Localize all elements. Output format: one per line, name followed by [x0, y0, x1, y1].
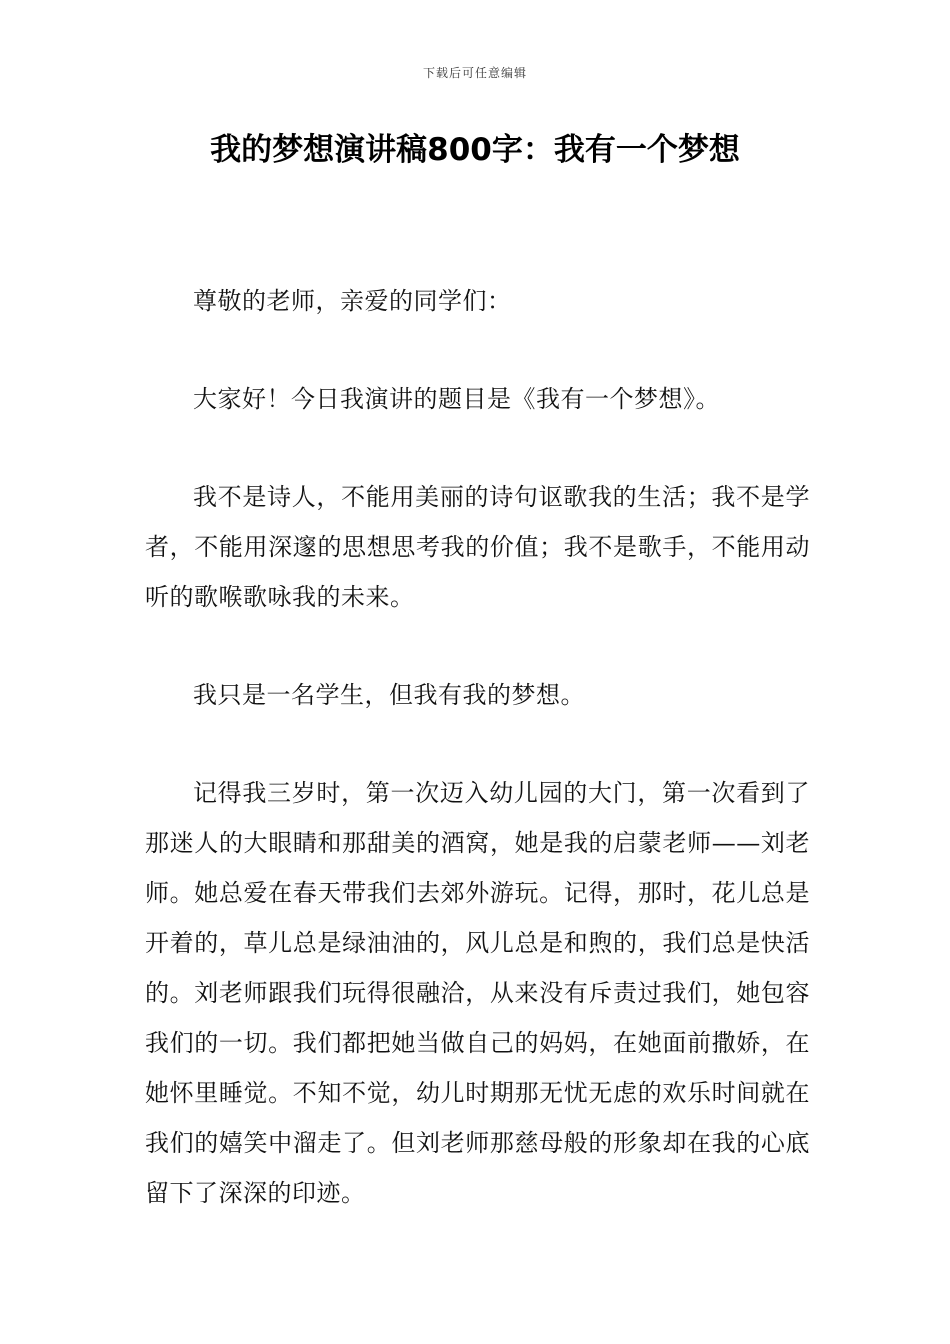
- document-body: [145, 276, 810, 1266]
- page-title: 我的梦想演讲稿800字：我有一个梦想: [210, 132, 740, 168]
- paragraph-memory: 记得我三岁时，第一次迈入幼儿园的大门，第一次看到了那迷人的大眼睛和那甜美的酒窝，她是我的启蒙老师——刘老师。她总爱在春天带我们去郊外游玩。记得，那时，花儿总是开着的，草儿总是绿油油的，风儿总是和煦的，我们总是快活的。刘老师跟我们玩得很融洽，从来没有斥责过我们，她包容我们的一切。我们都把她当做自己的妈妈，在她面前撒娇，在她怀里睡觉。不知不觉，幼儿时期那无忧无虑的欢乐时间就在我们的嬉笑中溜走了。但刘老师那慈母般的形象却在我的心底留下了深深的印迹。: [145, 779, 810, 1207]
- paragraph-intro: 大家好！今日我演讲的题目是《我有一个梦想》。: [193, 385, 720, 413]
- paragraph-not-poet: 我不是诗人，不能用美丽的诗句讴歌我的生活；我不是学者，不能用深邃的思想思考我的价值；我不是歌手，不能用动听的歌喉歌咏我的未来。: [145, 483, 810, 611]
- paragraph-student: 我只是一名学生，但我有我的梦想。: [193, 681, 585, 709]
- header-note: 下载后可任意编辑: [422, 66, 527, 80]
- paragraph-greeting: 尊敬的老师，亲爱的同学们：: [193, 287, 512, 315]
